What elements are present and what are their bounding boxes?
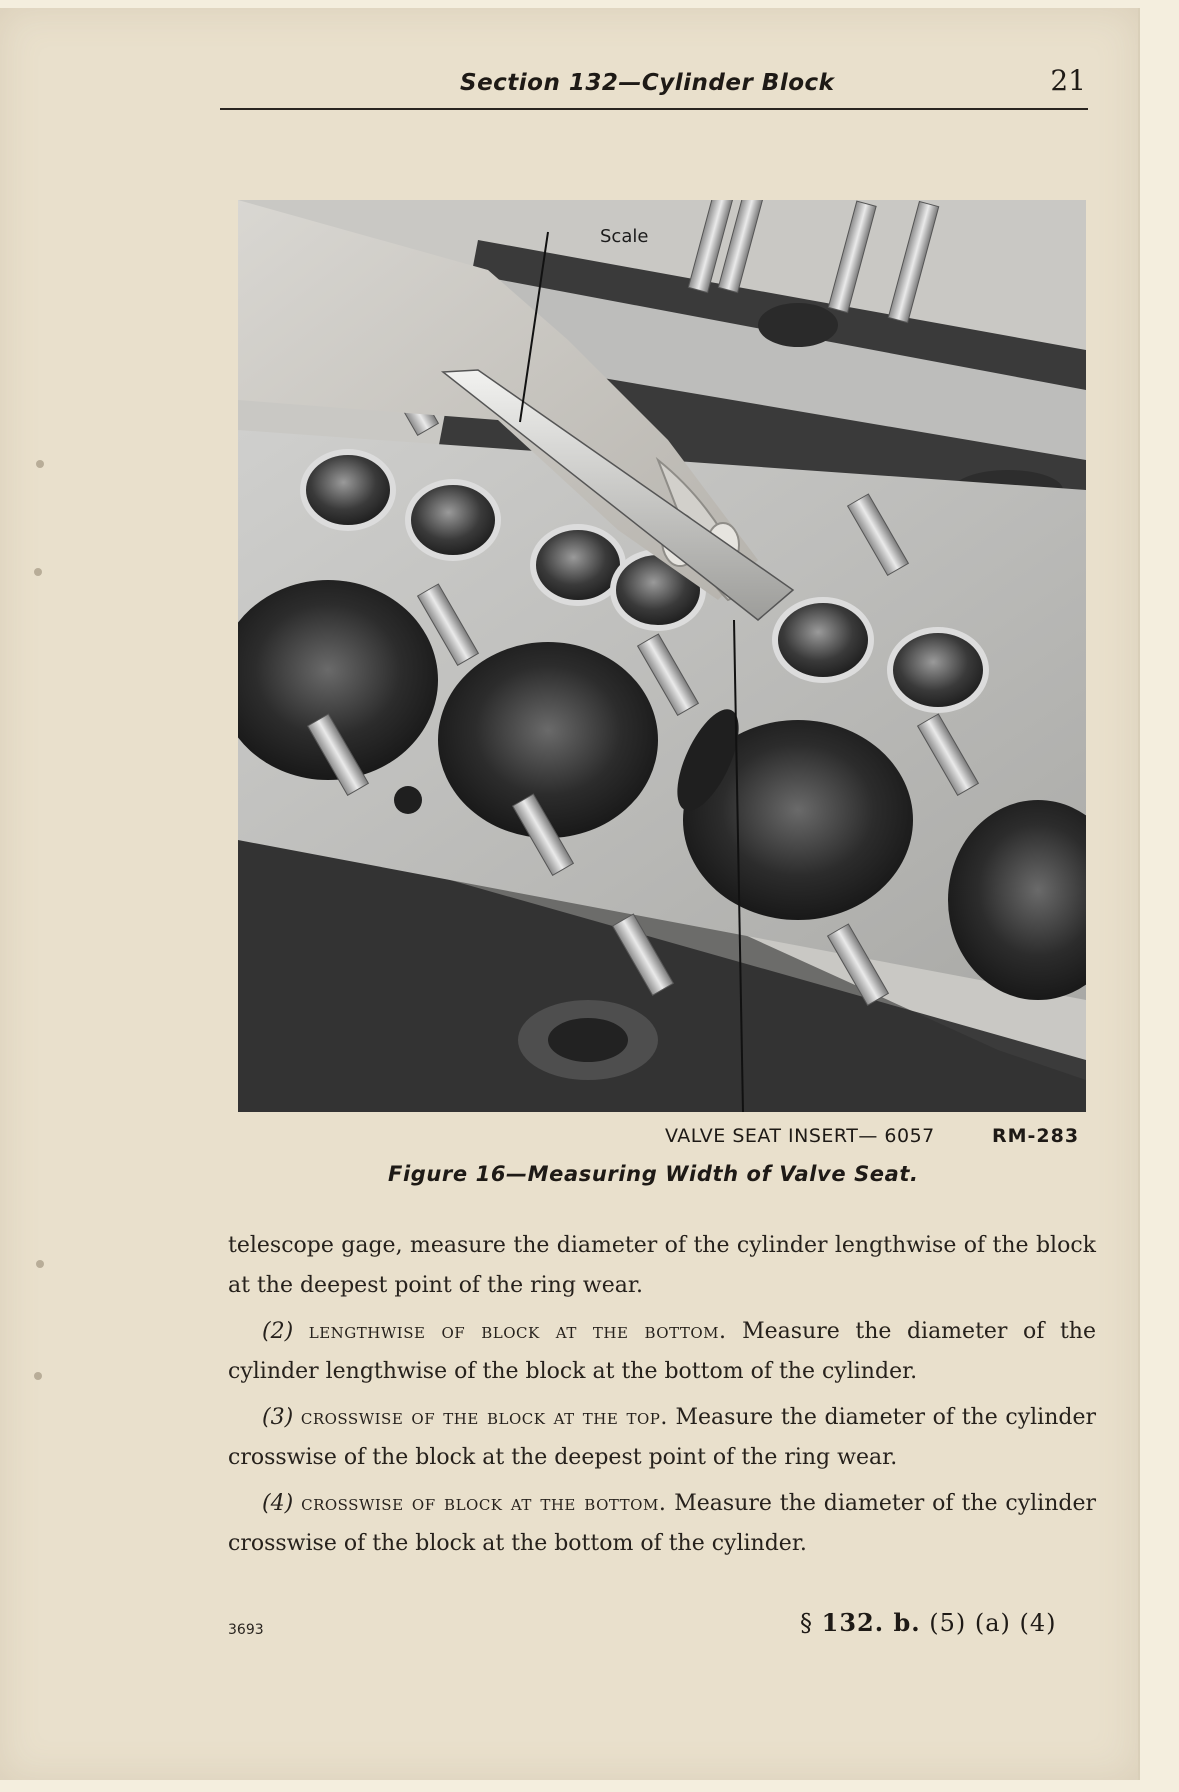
cylinder-block-illustration xyxy=(238,200,1086,1112)
print-code: 3693 xyxy=(228,1622,264,1638)
figure-photo-cylinder-block xyxy=(238,200,1086,1112)
scale-callout-label: Scale xyxy=(600,226,649,247)
section-reference-main: 132. b. xyxy=(821,1608,921,1637)
section-symbol: § xyxy=(800,1609,813,1637)
item-number: (3) xyxy=(262,1405,294,1430)
section-reference xyxy=(800,1608,1057,1637)
item-heading: lengthwise of block at the bottom. xyxy=(308,1319,727,1344)
item-heading: crosswise of the block at the top. xyxy=(300,1405,668,1430)
paragraph-3 xyxy=(228,1398,1096,1478)
paragraph-4 xyxy=(228,1484,1096,1564)
item-heading: crosswise of block at the bottom. xyxy=(301,1491,667,1516)
item-text: Measure the diameter of the cylinder crosswise of the block at the deepest point of the ring wear. xyxy=(228,1405,1097,1470)
punch-hole-mark xyxy=(34,568,42,576)
item-number: (4) xyxy=(262,1491,294,1516)
item-number: (2) xyxy=(262,1319,294,1344)
page-number: 21 xyxy=(1050,64,1086,97)
section-title: Section 132—Cylinder Block xyxy=(460,70,835,96)
paragraph-1: telescope gage, measure the diameter of the cylinder lengthwise of the block at the deepest point of the ring wear. xyxy=(228,1233,1096,1298)
punch-hole-mark xyxy=(34,1372,42,1380)
body-text xyxy=(228,1226,1096,1570)
figure-reference-code: RM-283 xyxy=(992,1125,1080,1147)
item-text: Measure the diameter of the cylinder crosswise of the block at the bottom of the cylinder. xyxy=(228,1491,1096,1556)
valve-seat-insert-label: VALVE SEAT INSERT— 6057 xyxy=(665,1125,935,1147)
punch-hole-mark xyxy=(36,1260,44,1268)
figure-caption: Figure 16—Measuring Width of Valve Seat. xyxy=(388,1162,919,1186)
punch-hole-mark xyxy=(36,460,44,468)
paragraph-2 xyxy=(228,1312,1096,1392)
page-header xyxy=(220,64,1088,110)
section-reference-tail: (5) (a) (4) xyxy=(929,1609,1057,1637)
item-text: Measure the diameter of the cylinder lengthwise of the block at the bottom of the cylinder. xyxy=(228,1319,1096,1384)
